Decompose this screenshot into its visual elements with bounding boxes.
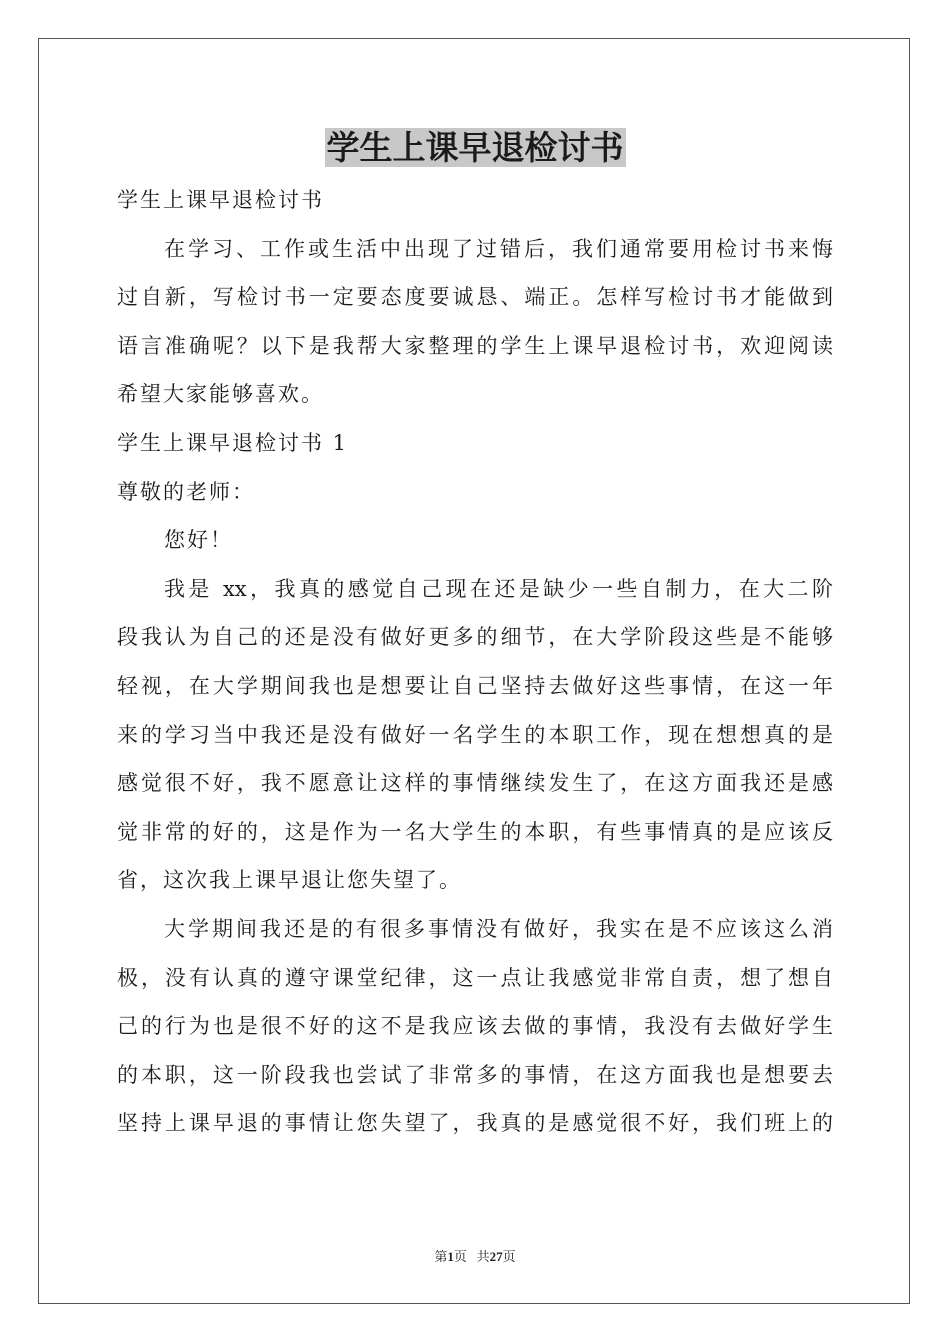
document-title-text: 学生上课早退检讨书 — [326, 128, 624, 167]
subtitle-line: 学生上课早退检讨书 — [117, 188, 324, 212]
body-line: 坚持上课早退的事情让您失望了，我真的是感觉很不好，我们班上的 — [117, 1111, 833, 1136]
greeting: 您好！ — [164, 528, 233, 553]
document-title — [0, 124, 950, 172]
body-line: 我是 xx，我真的感觉自己现在还是缺少一些自制力，在大二阶 — [164, 576, 833, 601]
total-pages: 27 — [489, 1249, 503, 1264]
body-line: 段我认为自己的还是没有做好更多的细节，在大学阶段这些是不能够 — [117, 625, 833, 650]
body-line: 大学期间我还是的有很多事情没有做好，我实在是不应该这么消 — [164, 916, 833, 941]
page-prefix: 第 — [434, 1249, 448, 1264]
intro-line: 希望大家能够喜欢。 — [117, 382, 324, 407]
intro-line: 语言准确呢？以下是我帮大家整理的学生上课早退检讨书，欢迎阅读 — [117, 333, 833, 358]
body-line: 来的学习当中我还是没有做好一名学生的本职工作，现在想想真的是 — [117, 722, 833, 747]
page-footer — [0, 1247, 950, 1267]
body-line: 觉非常的好的，这是作为一名大学生的本职，有些事情真的是应该反 — [117, 819, 833, 844]
intro-line: 过自新，写检讨书一定要态度要诚恳、端正。怎样写检讨书才能做到 — [117, 285, 833, 310]
body-line: 省，这次我上课早退让您失望了。 — [117, 868, 462, 893]
document-body — [117, 176, 833, 1148]
body-line: 己的行为也是很不好的这不是我应该去做的事情，我没有去做好学生 — [117, 1014, 833, 1039]
body-line: 轻视，在大学期间我也是想要让自己坚持去做好这些事情，在这一年 — [117, 673, 833, 698]
salutation: 尊敬的老师： — [117, 479, 255, 504]
total-prefix: 共 — [476, 1249, 490, 1264]
page-number: 1 — [447, 1249, 454, 1264]
body-line: 的本职，这一阶段我也尝试了非常多的事情，在这方面我也是想要去 — [117, 1062, 833, 1087]
body-line: 感觉很不好，我不愿意让这样的事情继续发生了，在这方面我还是感 — [117, 771, 833, 796]
page-suffix: 页 — [453, 1249, 467, 1264]
intro-line: 在学习、工作或生活中出现了过错后，我们通常要用检讨书来悔 — [164, 236, 833, 261]
body-line: 极，没有认真的遵守课堂纪律，这一点让我感觉非常自责，想了想自 — [117, 965, 833, 990]
section-heading: 学生上课早退检讨书 1 — [117, 430, 349, 455]
total-suffix: 页 — [502, 1249, 516, 1264]
